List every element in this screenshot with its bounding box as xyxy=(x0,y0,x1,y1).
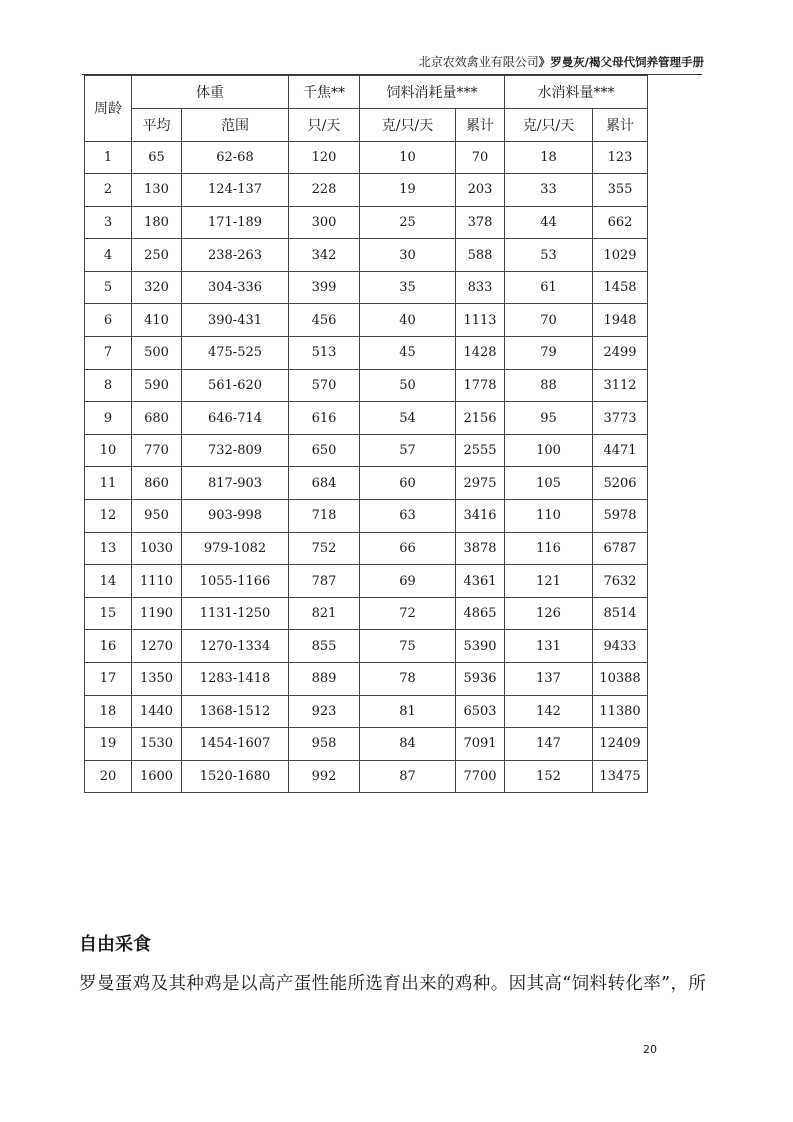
cell-week: 10 xyxy=(85,434,132,467)
cell-avg-weight: 410 xyxy=(132,304,182,337)
cell-feed-daily: 87 xyxy=(360,760,456,793)
cell-water-daily: 95 xyxy=(505,402,593,435)
cell-feed-cumulative: 1428 xyxy=(456,337,505,370)
cell-feed-daily: 19 xyxy=(360,174,456,207)
cell-feed-cumulative: 7091 xyxy=(456,728,505,761)
cell-kilojoule: 718 xyxy=(289,500,360,533)
cell-weight-range: 304-336 xyxy=(182,271,289,304)
cell-water-daily: 147 xyxy=(505,728,593,761)
cell-avg-weight: 250 xyxy=(132,239,182,272)
cell-feed-cumulative: 2555 xyxy=(456,434,505,467)
cell-kilojoule: 855 xyxy=(289,630,360,663)
table-row xyxy=(85,760,648,793)
cell-feed-cumulative: 3416 xyxy=(456,500,505,533)
cell-weight-range: 1283-1418 xyxy=(182,663,289,696)
header-company: 北京农效禽业有限公司 xyxy=(418,55,539,69)
cell-feed-cumulative: 4865 xyxy=(456,597,505,630)
header-water: 水消料量*** xyxy=(505,76,648,109)
cell-feed-cumulative: 6503 xyxy=(456,695,505,728)
cell-feed-daily: 69 xyxy=(360,565,456,598)
table-row xyxy=(85,206,648,239)
cell-avg-weight: 320 xyxy=(132,271,182,304)
cell-weight-range: 475-525 xyxy=(182,337,289,370)
cell-weight-range: 124-137 xyxy=(182,174,289,207)
cell-kilojoule: 399 xyxy=(289,271,360,304)
cell-water-cumulative: 5206 xyxy=(593,467,648,500)
cell-water-cumulative: 1458 xyxy=(593,271,648,304)
cell-feed-daily: 81 xyxy=(360,695,456,728)
cell-feed-daily: 60 xyxy=(360,467,456,500)
cell-weight-range: 238-263 xyxy=(182,239,289,272)
cell-avg-weight: 680 xyxy=(132,402,182,435)
cell-week: 2 xyxy=(85,174,132,207)
body-paragraph: 罗曼蛋鸡及其种鸡是以高产蛋性能所选育出来的鸡种。因其高“饲料转化率”，所 xyxy=(79,974,707,994)
header-feed-unit: 克/只/天 xyxy=(360,108,456,141)
cell-weight-range: 1520-1680 xyxy=(182,760,289,793)
cell-kilojoule: 616 xyxy=(289,402,360,435)
table-row xyxy=(85,630,648,663)
cell-weight-range: 1368-1512 xyxy=(182,695,289,728)
cell-water-daily: 44 xyxy=(505,206,593,239)
cell-water-daily: 152 xyxy=(505,760,593,793)
cell-water-cumulative: 662 xyxy=(593,206,648,239)
header-kj-unit: 只/天 xyxy=(289,108,360,141)
table-row xyxy=(85,174,648,207)
cell-water-cumulative: 11380 xyxy=(593,695,648,728)
cell-feed-daily: 66 xyxy=(360,532,456,565)
cell-avg-weight: 500 xyxy=(132,337,182,370)
cell-water-daily: 126 xyxy=(505,597,593,630)
cell-feed-cumulative: 833 xyxy=(456,271,505,304)
header-range: 范围 xyxy=(182,108,289,141)
cell-kilojoule: 228 xyxy=(289,174,360,207)
cell-avg-weight: 770 xyxy=(132,434,182,467)
cell-avg-weight: 65 xyxy=(132,141,182,174)
cell-week: 16 xyxy=(85,630,132,663)
cell-kilojoule: 570 xyxy=(289,369,360,402)
cell-kilojoule: 821 xyxy=(289,597,360,630)
table-row xyxy=(85,663,648,696)
cell-water-daily: 137 xyxy=(505,663,593,696)
cell-avg-weight: 860 xyxy=(132,467,182,500)
cell-water-daily: 79 xyxy=(505,337,593,370)
cell-water-cumulative: 1948 xyxy=(593,304,648,337)
cell-kilojoule: 889 xyxy=(289,663,360,696)
cell-weight-range: 1454-1607 xyxy=(182,728,289,761)
cell-weight-range: 903-998 xyxy=(182,500,289,533)
cell-water-daily: 61 xyxy=(505,271,593,304)
cell-weight-range: 1055-1166 xyxy=(182,565,289,598)
cell-feed-cumulative: 2156 xyxy=(456,402,505,435)
cell-feed-daily: 10 xyxy=(360,141,456,174)
cell-water-cumulative: 13475 xyxy=(593,760,648,793)
cell-weight-range: 979-1082 xyxy=(182,532,289,565)
table-row xyxy=(85,500,648,533)
header-week: 周龄 xyxy=(85,76,132,142)
cell-week: 19 xyxy=(85,728,132,761)
cell-avg-weight: 130 xyxy=(132,174,182,207)
table-header-row-1 xyxy=(85,76,648,109)
table-row xyxy=(85,402,648,435)
cell-kilojoule: 513 xyxy=(289,337,360,370)
cell-weight-range: 171-189 xyxy=(182,206,289,239)
cell-kilojoule: 992 xyxy=(289,760,360,793)
cell-weight-range: 390-431 xyxy=(182,304,289,337)
cell-week: 12 xyxy=(85,500,132,533)
cell-feed-daily: 63 xyxy=(360,500,456,533)
cell-feed-daily: 45 xyxy=(360,337,456,370)
cell-week: 15 xyxy=(85,597,132,630)
running-header xyxy=(0,54,704,70)
cell-week: 9 xyxy=(85,402,132,435)
table-row xyxy=(85,239,648,272)
header-water-unit: 克/只/天 xyxy=(505,108,593,141)
cell-kilojoule: 923 xyxy=(289,695,360,728)
table-row xyxy=(85,337,648,370)
cell-water-cumulative: 4471 xyxy=(593,434,648,467)
cell-feed-cumulative: 2975 xyxy=(456,467,505,500)
header-avg: 平均 xyxy=(132,108,182,141)
page-number: 20 xyxy=(643,1043,657,1056)
table-header-row-2 xyxy=(85,108,648,141)
table-row xyxy=(85,532,648,565)
cell-water-daily: 116 xyxy=(505,532,593,565)
cell-water-cumulative: 3773 xyxy=(593,402,648,435)
cell-feed-daily: 35 xyxy=(360,271,456,304)
cell-avg-weight: 1270 xyxy=(132,630,182,663)
cell-feed-daily: 50 xyxy=(360,369,456,402)
cell-week: 18 xyxy=(85,695,132,728)
cell-water-cumulative: 7632 xyxy=(593,565,648,598)
cell-weight-range: 62-68 xyxy=(182,141,289,174)
header-separator: 》 xyxy=(538,55,551,69)
header-water-cum: 累计 xyxy=(593,108,648,141)
cell-feed-cumulative: 5390 xyxy=(456,630,505,663)
header-feed: 饲料消耗量*** xyxy=(360,76,505,109)
cell-avg-weight: 1190 xyxy=(132,597,182,630)
cell-water-daily: 100 xyxy=(505,434,593,467)
section-title: 自由采食 xyxy=(79,934,151,955)
cell-weight-range: 817-903 xyxy=(182,467,289,500)
cell-water-cumulative: 3112 xyxy=(593,369,648,402)
cell-feed-daily: 25 xyxy=(360,206,456,239)
cell-feed-cumulative: 5936 xyxy=(456,663,505,696)
cell-water-daily: 33 xyxy=(505,174,593,207)
header-feed-cum: 累计 xyxy=(456,108,505,141)
cell-feed-daily: 40 xyxy=(360,304,456,337)
cell-water-daily: 53 xyxy=(505,239,593,272)
cell-week: 11 xyxy=(85,467,132,500)
table-row xyxy=(85,271,648,304)
cell-avg-weight: 1350 xyxy=(132,663,182,696)
table-row xyxy=(85,304,648,337)
cell-kilojoule: 752 xyxy=(289,532,360,565)
cell-week: 3 xyxy=(85,206,132,239)
cell-water-cumulative: 9433 xyxy=(593,630,648,663)
cell-water-daily: 70 xyxy=(505,304,593,337)
cell-water-daily: 121 xyxy=(505,565,593,598)
cell-week: 6 xyxy=(85,304,132,337)
cell-weight-range: 1131-1250 xyxy=(182,597,289,630)
cell-week: 17 xyxy=(85,663,132,696)
cell-week: 8 xyxy=(85,369,132,402)
cell-water-cumulative: 2499 xyxy=(593,337,648,370)
cell-week: 14 xyxy=(85,565,132,598)
table-row xyxy=(85,141,648,174)
cell-week: 13 xyxy=(85,532,132,565)
cell-water-daily: 105 xyxy=(505,467,593,500)
feeding-table xyxy=(84,75,648,793)
cell-water-cumulative: 12409 xyxy=(593,728,648,761)
cell-water-cumulative: 6787 xyxy=(593,532,648,565)
cell-avg-weight: 950 xyxy=(132,500,182,533)
cell-water-daily: 131 xyxy=(505,630,593,663)
cell-weight-range: 561-620 xyxy=(182,369,289,402)
table-row xyxy=(85,728,648,761)
cell-kilojoule: 684 xyxy=(289,467,360,500)
header-kilojoule: 千焦** xyxy=(289,76,360,109)
cell-water-cumulative: 1029 xyxy=(593,239,648,272)
cell-water-daily: 18 xyxy=(505,141,593,174)
cell-avg-weight: 1440 xyxy=(132,695,182,728)
cell-water-cumulative: 123 xyxy=(593,141,648,174)
cell-weight-range: 1270-1334 xyxy=(182,630,289,663)
cell-avg-weight: 180 xyxy=(132,206,182,239)
cell-kilojoule: 342 xyxy=(289,239,360,272)
cell-feed-cumulative: 70 xyxy=(456,141,505,174)
cell-week: 4 xyxy=(85,239,132,272)
cell-week: 5 xyxy=(85,271,132,304)
cell-feed-daily: 78 xyxy=(360,663,456,696)
table-row xyxy=(85,369,648,402)
cell-kilojoule: 958 xyxy=(289,728,360,761)
table-row xyxy=(85,695,648,728)
cell-feed-cumulative: 588 xyxy=(456,239,505,272)
cell-weight-range: 646-714 xyxy=(182,402,289,435)
cell-feed-daily: 30 xyxy=(360,239,456,272)
cell-feed-cumulative: 378 xyxy=(456,206,505,239)
cell-feed-cumulative: 7700 xyxy=(456,760,505,793)
table-row xyxy=(85,565,648,598)
cell-water-cumulative: 10388 xyxy=(593,663,648,696)
cell-avg-weight: 1530 xyxy=(132,728,182,761)
cell-feed-daily: 57 xyxy=(360,434,456,467)
cell-water-cumulative: 8514 xyxy=(593,597,648,630)
cell-week: 1 xyxy=(85,141,132,174)
cell-water-daily: 110 xyxy=(505,500,593,533)
cell-kilojoule: 120 xyxy=(289,141,360,174)
cell-feed-cumulative: 1113 xyxy=(456,304,505,337)
table-row xyxy=(85,597,648,630)
cell-avg-weight: 1600 xyxy=(132,760,182,793)
cell-feed-cumulative: 1778 xyxy=(456,369,505,402)
cell-feed-cumulative: 4361 xyxy=(456,565,505,598)
cell-week: 20 xyxy=(85,760,132,793)
cell-weight-range: 732-809 xyxy=(182,434,289,467)
cell-water-cumulative: 5978 xyxy=(593,500,648,533)
cell-water-cumulative: 355 xyxy=(593,174,648,207)
cell-feed-daily: 54 xyxy=(360,402,456,435)
cell-feed-daily: 84 xyxy=(360,728,456,761)
cell-kilojoule: 787 xyxy=(289,565,360,598)
header-manual-title: 罗曼灰/褐父母代饲养管理手册 xyxy=(550,55,704,69)
cell-feed-daily: 75 xyxy=(360,630,456,663)
header-body-weight: 体重 xyxy=(132,76,289,109)
cell-kilojoule: 456 xyxy=(289,304,360,337)
cell-water-daily: 142 xyxy=(505,695,593,728)
table-row xyxy=(85,434,648,467)
cell-water-daily: 88 xyxy=(505,369,593,402)
cell-avg-weight: 1030 xyxy=(132,532,182,565)
cell-avg-weight: 590 xyxy=(132,369,182,402)
cell-kilojoule: 650 xyxy=(289,434,360,467)
cell-kilojoule: 300 xyxy=(289,206,360,239)
cell-feed-daily: 72 xyxy=(360,597,456,630)
cell-feed-cumulative: 203 xyxy=(456,174,505,207)
cell-week: 7 xyxy=(85,337,132,370)
cell-feed-cumulative: 3878 xyxy=(456,532,505,565)
table-row xyxy=(85,467,648,500)
cell-avg-weight: 1110 xyxy=(132,565,182,598)
